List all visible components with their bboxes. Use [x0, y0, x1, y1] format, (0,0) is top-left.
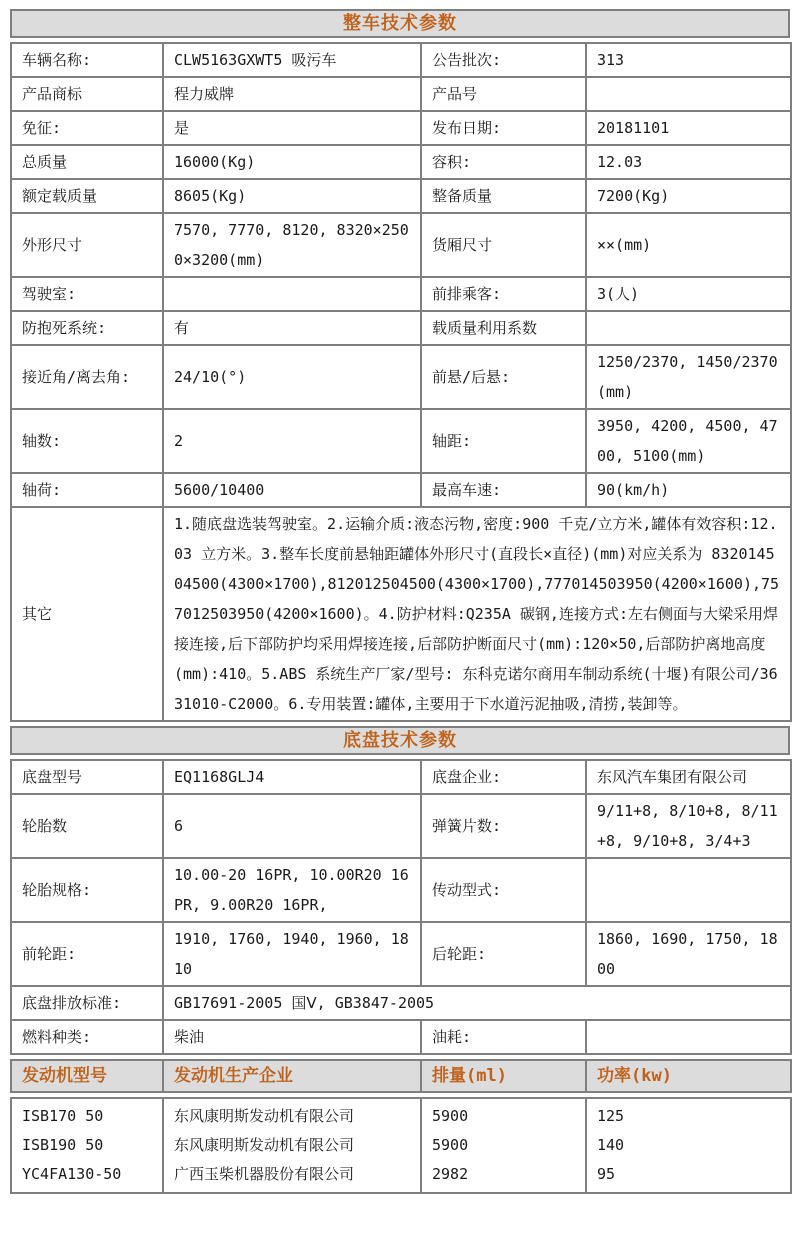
- spec-value-cell: [586, 858, 791, 922]
- spec-row: [11, 43, 791, 77]
- engine-value-line: ISB170 50: [22, 1107, 104, 1125]
- engine-col-model-header: 发动机型号: [11, 1060, 163, 1092]
- spec-value-cell: 3(人): [586, 277, 791, 311]
- spec-label-cell: 驾驶室:: [11, 277, 163, 311]
- engine-col-displacement-header: 排量(ml): [421, 1060, 586, 1092]
- spec-row: [11, 277, 791, 311]
- spec-value-cell: 90(km/h): [586, 473, 791, 507]
- spec-row: [11, 311, 791, 345]
- engine-manufacturer-cell: [163, 1098, 421, 1193]
- spec-value-cell: 1250/2370, 1450/2370(mm): [586, 345, 791, 409]
- spec-row: [11, 794, 791, 858]
- spec-value-cell: 1860, 1690, 1750, 1800: [586, 922, 791, 986]
- spec-row: [11, 179, 791, 213]
- engine-header-table: [10, 1059, 792, 1093]
- spec-value-cell: 6: [163, 794, 421, 858]
- spec-value-cell: GB17691-2005 国Ⅴ, GB3847-2005: [163, 986, 791, 1020]
- engine-value-line: 东风康明斯发动机有限公司: [174, 1136, 355, 1154]
- spec-label-cell: 防抱死系统:: [11, 311, 163, 345]
- spec-label-cell: 其它: [11, 507, 163, 721]
- spec-value-cell: 9/11+8, 8/10+8, 8/11+8, 9/10+8, 3/4+3: [586, 794, 791, 858]
- spec-value-cell: 7200(Kg): [586, 179, 791, 213]
- spec-row: [11, 145, 791, 179]
- spec-value-cell: 5600/10400: [163, 473, 421, 507]
- chassis-params-table: [10, 759, 792, 1055]
- engine-power-cell: [586, 1098, 791, 1193]
- spec-label-cell: 容积:: [421, 145, 586, 179]
- engine-value-line: 广西玉柴机器股份有限公司: [174, 1165, 355, 1183]
- spec-label-cell: 货厢尺寸: [421, 213, 586, 277]
- spec-label-cell: 载质量利用系数: [421, 311, 586, 345]
- spec-label-cell: 传动型式:: [421, 858, 586, 922]
- spec-value-cell: 3950, 4200, 4500, 4700, 5100(mm): [586, 409, 791, 473]
- spec-label-cell: 轴数:: [11, 409, 163, 473]
- spec-label-cell: 接近角/离去角:: [11, 345, 163, 409]
- spec-label-cell: 额定载质量: [11, 179, 163, 213]
- spec-value-cell: 10.00-20 16PR, 10.00R20 16PR, 9.00R20 16PR,: [163, 858, 421, 922]
- engine-value-line: 2982: [432, 1165, 469, 1183]
- spec-label-cell: 轴荷:: [11, 473, 163, 507]
- spec-value-cell: 东风汽车集团有限公司: [586, 760, 791, 794]
- spec-value-cell: 12.03: [586, 145, 791, 179]
- spec-label-cell: 底盘企业:: [421, 760, 586, 794]
- spec-row: [11, 1020, 791, 1054]
- spec-row: [11, 213, 791, 277]
- engine-value-line: 140: [597, 1136, 625, 1154]
- spec-label-cell: 油耗:: [421, 1020, 586, 1054]
- section-title-chassis-params: 底盘技术参数: [10, 726, 790, 755]
- spec-row: [11, 760, 791, 794]
- spec-label-cell: 后轮距:: [421, 922, 586, 986]
- vehicle-params-table: [10, 42, 792, 722]
- engine-value-line: 5900: [432, 1107, 469, 1125]
- spec-label-cell: 弹簧片数:: [421, 794, 586, 858]
- spec-row: [11, 473, 791, 507]
- engine-data-row: [11, 1098, 791, 1193]
- spec-label-cell: 产品商标: [11, 77, 163, 111]
- engine-col-power-header: 功率(kw): [586, 1060, 791, 1092]
- spec-value-cell: EQ1168GLJ4: [163, 760, 421, 794]
- spec-value-cell: CLW5163GXWT5 吸污车: [163, 43, 421, 77]
- spec-label-cell: 前排乘客:: [421, 277, 586, 311]
- spec-label-cell: 前悬/后悬:: [421, 345, 586, 409]
- spec-label-cell: 燃料种类:: [11, 1020, 163, 1054]
- spec-row: [11, 507, 791, 721]
- spec-label-cell: 发布日期:: [421, 111, 586, 145]
- spec-value-cell: 8605(Kg): [163, 179, 421, 213]
- spec-value-cell: 16000(Kg): [163, 145, 421, 179]
- spec-value-cell: 7570, 7770, 8120, 8320×2500×3200(mm): [163, 213, 421, 277]
- engine-value-line: 95: [597, 1165, 616, 1183]
- spec-label-cell: 总质量: [11, 145, 163, 179]
- spec-label-cell: 轮胎数: [11, 794, 163, 858]
- spec-value-cell: [586, 1020, 791, 1054]
- spec-value-cell: ××(mm): [586, 213, 791, 277]
- engine-value-line: 5900: [432, 1136, 469, 1154]
- spec-value-cell: 1910, 1760, 1940, 1960, 1810: [163, 922, 421, 986]
- spec-row: [11, 409, 791, 473]
- spec-value-cell: 20181101: [586, 111, 791, 145]
- spec-value-cell: [586, 311, 791, 345]
- spec-label-cell: 整备质量: [421, 179, 586, 213]
- spec-value-cell: 有: [163, 311, 421, 345]
- engine-value-line: ISB190 50: [22, 1136, 104, 1154]
- spec-row: [11, 77, 791, 111]
- engine-data-table: [10, 1097, 792, 1194]
- engine-col-manufacturer-header: 发动机生产企业: [163, 1060, 421, 1092]
- spec-label-cell: 产品号: [421, 77, 586, 111]
- engine-value-line: 125: [597, 1107, 625, 1125]
- spec-label-cell: 免征:: [11, 111, 163, 145]
- engine-header-row: [11, 1060, 791, 1092]
- spec-value-cell: 313: [586, 43, 791, 77]
- spec-row: [11, 858, 791, 922]
- spec-label-cell: 底盘排放标准:: [11, 986, 163, 1020]
- spec-label-cell: 轮胎规格:: [11, 858, 163, 922]
- spec-label-cell: 外形尺寸: [11, 213, 163, 277]
- spec-value-cell: [586, 77, 791, 111]
- spec-row: [11, 111, 791, 145]
- spec-value-cell: 24/10(°): [163, 345, 421, 409]
- engine-displacement-cell: [421, 1098, 586, 1193]
- engine-value-line: YC4FA130-50: [22, 1165, 122, 1183]
- spec-row: [11, 986, 791, 1020]
- spec-label-cell: 底盘型号: [11, 760, 163, 794]
- engine-model-cell: [11, 1098, 163, 1193]
- spec-label-cell: 前轮距:: [11, 922, 163, 986]
- spec-value-cell: 柴油: [163, 1020, 421, 1054]
- spec-value-cell: 是: [163, 111, 421, 145]
- section-title-vehicle-params: 整车技术参数: [10, 9, 790, 38]
- spec-label-cell: 轴距:: [421, 409, 586, 473]
- spec-label-cell: 公告批次:: [421, 43, 586, 77]
- spec-label-cell: 车辆名称:: [11, 43, 163, 77]
- spec-value-cell: 1.随底盘选装驾驶室。2.运输介质:液态污物,密度:900 千克/立方米,罐体有效容积:12.03 立方米。3.整车长度前悬轴距罐体外形尺寸(直段长×直径)(mm)对应关系为 832014504500(4300×1700),812012504500(4300×1700),777014503950(4200×1600),757012503950(4200×1600)。4.防护材料:Q235A 碳钢,连接方式:左右侧面与大梁采用焊接连接,后下部防护均采用焊接连接,后部防护断面尺寸(mm):120×50,后部防护离地高度(mm):410。5.ABS 系统生产厂家/型号: 东科克诺尔商用车制动系统(十堰)有限公司/3631010-C2000。6.专用装置:罐体,主要用于下水道污泥抽吸,清捞,装卸等。: [163, 507, 791, 721]
- engine-value-line: 东风康明斯发动机有限公司: [174, 1107, 355, 1125]
- spec-value-cell: 程力威牌: [163, 77, 421, 111]
- spec-value-cell: [163, 277, 421, 311]
- spec-label-cell: 最高车速:: [421, 473, 586, 507]
- spec-row: [11, 922, 791, 986]
- spec-value-cell: 2: [163, 409, 421, 473]
- spec-row: [11, 345, 791, 409]
